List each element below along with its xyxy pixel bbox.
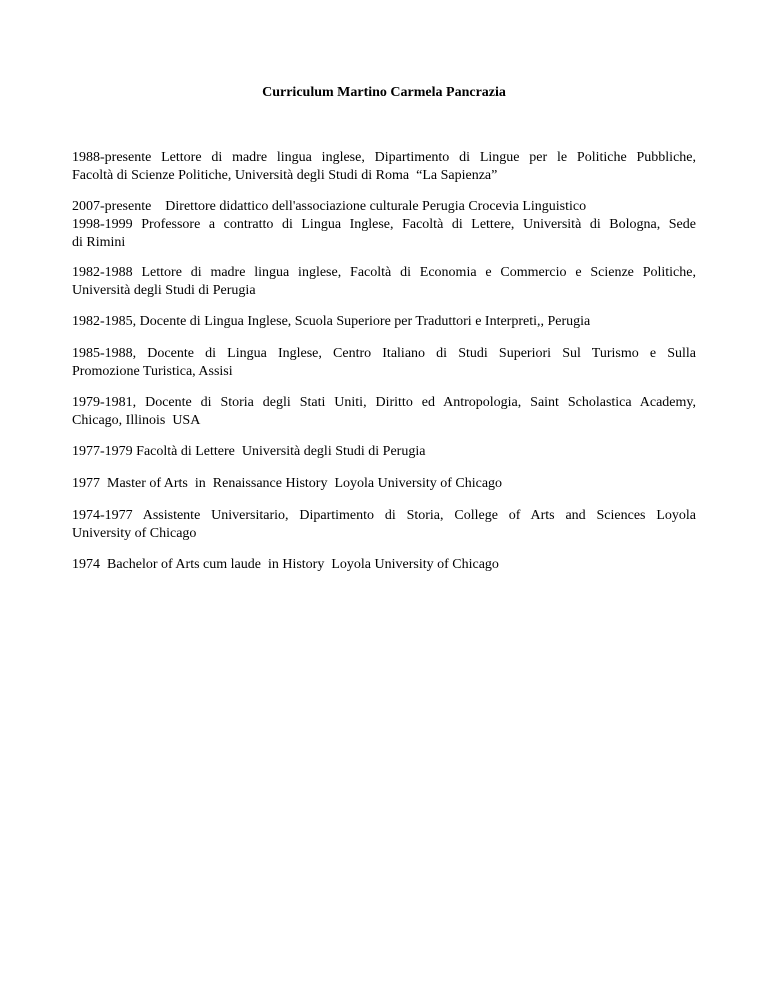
cv-entry-line: 2007-presente Direttore didattico dell'associazione culturale Perugia Crocevia Linguistico bbox=[72, 199, 587, 214]
cv-entry-line: 1974-1977 Assistente Universitario, Dipartimento di Storia, College of Arts and Sciences Loyola bbox=[72, 508, 696, 523]
cv-entry bbox=[72, 556, 696, 574]
cv-entry bbox=[72, 198, 696, 252]
cv-entry bbox=[72, 345, 696, 381]
cv-entry-line: 1998-1999 Professore a contratto di Lingua Inglese, Facoltà di Lettere, Università di Bologna, Sede bbox=[72, 217, 696, 232]
cv-entry bbox=[72, 394, 696, 430]
cv-entry bbox=[72, 443, 696, 461]
cv-entry-line: Chicago, Illinois USA bbox=[72, 413, 201, 428]
page-title: Curriculum Martino Carmela Pancrazia bbox=[262, 85, 506, 100]
cv-entry-line: 1988-presente Lettore di madre lingua inglese, Dipartimento di Lingue per le Politiche Pubbliche, bbox=[72, 150, 696, 165]
cv-entry-line: 1982-1985, Docente di Lingua Inglese, Scuola Superiore per Traduttori e Interpreti,, Perugia bbox=[72, 314, 591, 329]
cv-entry-line: 1979-1981, Docente di Storia degli Stati Uniti, Diritto ed Antropologia, Saint Scholastica Academy, bbox=[72, 395, 696, 410]
cv-entry-line: 1977-1979 Facoltà di Lettere Università degli Studi di Perugia bbox=[72, 444, 426, 459]
cv-entry bbox=[72, 475, 696, 493]
cv-entry bbox=[72, 149, 696, 185]
cv-entry-line: 1982-1988 Lettore di madre lingua inglese, Facoltà di Economia e Commercio e Scienze Politiche, bbox=[72, 265, 696, 280]
cv-entry-line: Università degli Studi di Perugia bbox=[72, 283, 256, 298]
cv-entry-line: Promozione Turistica, Assisi bbox=[72, 364, 233, 379]
cv-entry bbox=[72, 313, 696, 331]
cv-entry-line: 1974 Bachelor of Arts cum laude in History Loyola University of Chicago bbox=[72, 557, 499, 572]
cv-entry-line: 1977 Master of Arts in Renaissance History Loyola University of Chicago bbox=[72, 476, 503, 491]
cv-entry-line: 1985-1988, Docente di Lingua Inglese, Centro Italiano di Studi Superiori Sul Turismo e Sulla bbox=[72, 346, 696, 361]
cv-entry-line: Facoltà di Scienze Politiche, Università degli Studi di Roma “La Sapienza” bbox=[72, 168, 498, 183]
cv-entry bbox=[72, 264, 696, 300]
cv-entry-line: University of Chicago bbox=[72, 526, 197, 541]
cv-entry-line: di Rimini bbox=[72, 235, 126, 250]
cv-entry bbox=[72, 507, 696, 543]
